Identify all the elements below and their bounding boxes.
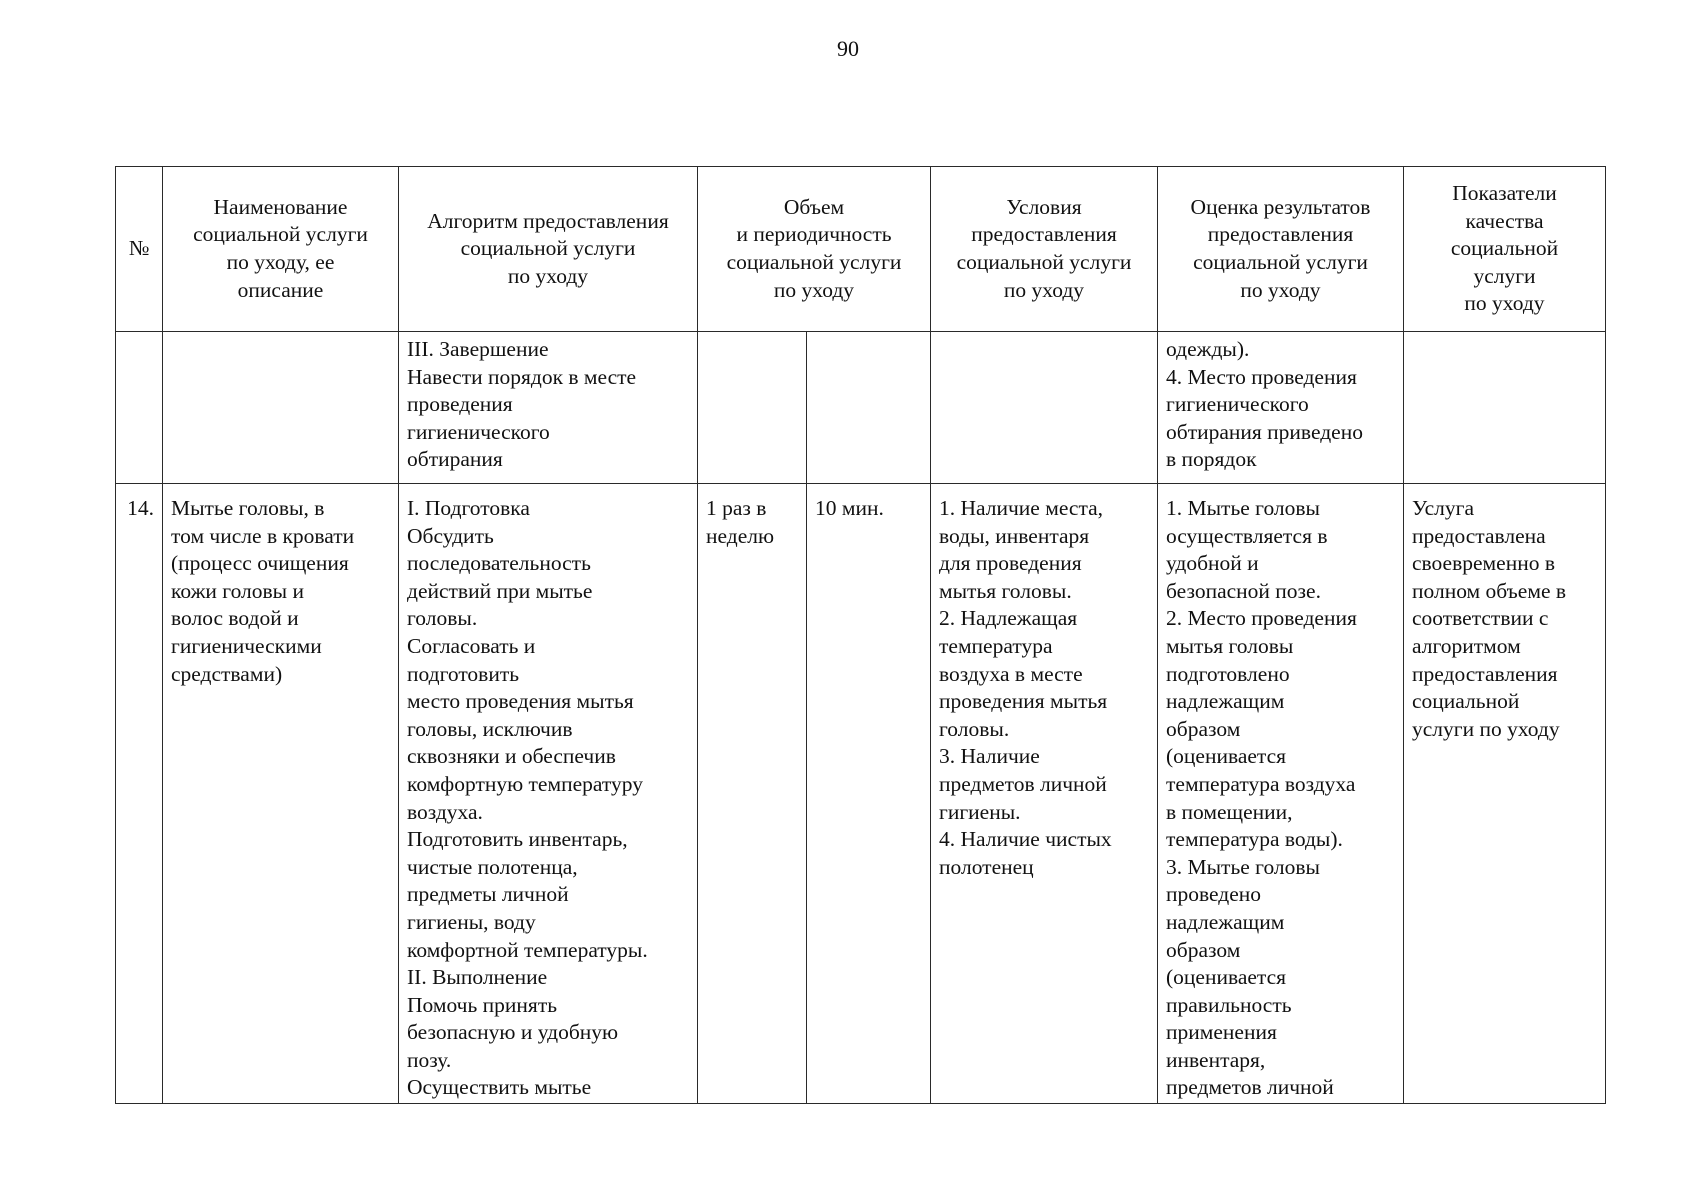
header-quality: Показатели качества социальной услуги по уходу (1404, 167, 1606, 332)
cell-duration: 10 мин. (807, 484, 931, 1104)
services-table (115, 166, 1606, 1104)
cell-quality: Услуга предоставлена своевременно в полном объеме в соответствии с алгоритмом предоставления социальной услуги по уходу (1404, 484, 1606, 1104)
header-algorithm: Алгоритм предоставления социальной услуги по уходу (399, 167, 698, 332)
cell-quality (1404, 332, 1606, 484)
header-conditions: Условия предоставления социальной услуги по уходу (931, 167, 1158, 332)
cell-frequency: 1 раз в неделю (698, 484, 807, 1104)
cell-service-name: Мытье головы, в том числе в кровати (процесс очищения кожи головы и волос водой и гигиеническими средствами) (163, 484, 399, 1104)
header-number: № (116, 167, 163, 332)
cell-evaluation: одежды). 4. Место проведения гигиенического обтирания приведено в порядок (1158, 332, 1404, 484)
table-row (116, 484, 1606, 1104)
cell-number: 14. (116, 484, 163, 1104)
cell-conditions: 1. Наличие места, воды, инвентаря для проведения мытья головы. 2. Надлежащая температура воздуха в месте проведения мытья головы. 3. Наличие предметов личной гигиены. 4. Наличие чистых полотенец (931, 484, 1158, 1104)
cell-service-name (163, 332, 399, 484)
cell-frequency (698, 332, 807, 484)
page-number: 90 (837, 36, 859, 61)
cell-algorithm: I. Подготовка Обсудить последовательность действий при мытье головы. Согласовать и подготовить место проведения мытья головы, исключив сквозняки и обеспечив комфортную температуру воздуха. Подготовить инвентарь, чистые полотенца, предметы личной гигиены, воду комфортной температуры. II. Выполнение Помочь принять безопасную и удобную позу. Осуществить мытье (399, 484, 698, 1104)
header-service-name: Наименование социальной услуги по уходу, ее описание (163, 167, 399, 332)
cell-number (116, 332, 163, 484)
cell-duration (807, 332, 931, 484)
cell-conditions (931, 332, 1158, 484)
cell-algorithm: III. Завершение Навести порядок в месте проведения гигиенического обтирания (399, 332, 698, 484)
header-evaluation: Оценка результатов предоставления социальной услуги по уходу (1158, 167, 1404, 332)
table-row (116, 332, 1606, 484)
header-row (116, 167, 1606, 332)
cell-evaluation: 1. Мытье головы осуществляется в удобной и безопасной позе. 2. Место проведения мытья головы подготовлено надлежащим образом (оценивается температура воздуха в помещении, температура воды). 3. Мытье головы проведено надлежащим образом (оценивается правильность применения инвентаря, предметов личной (1158, 484, 1404, 1104)
header-volume-frequency: Объем и периодичность социальной услуги по уходу (698, 167, 931, 332)
